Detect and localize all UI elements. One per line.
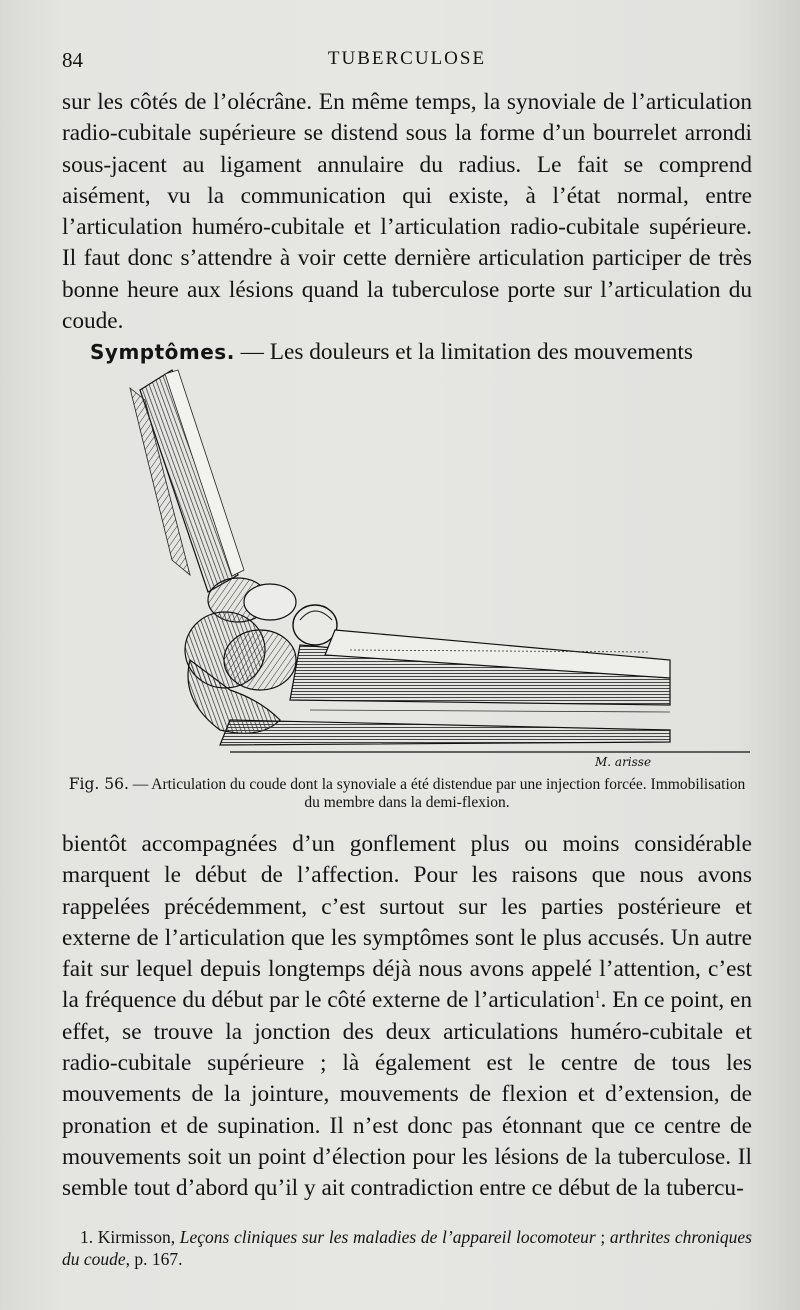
figure-caption-text: — Articulation du coude dont la synoviale a été distendue par une injection forcée. Immobilisation du membre dans la demi-flexion. xyxy=(128,776,746,811)
paragraph-part-2: . En ce point, en effet, se trouve la jonction des deux articulations huméro-cubitale et radio-cubitale supérieure ; là également est le centre de tous les mouvements de la jointure, mouvements de flexion et d’extension, de pronation et de supination. Il n’est donc pas étonnant que ce centre de mouvements soit un point d’élection pour les lésions de la tuberculose. Il semble tout d’abord qu’il y ait contradiction entre ce début de la tubercu- xyxy=(62,987,753,1202)
running-title: TUBERCULOSE xyxy=(327,48,487,69)
symptomes-dash: — xyxy=(234,339,270,366)
figure-caption xyxy=(62,775,752,812)
paragraph-debut-affection xyxy=(62,829,752,1205)
footnote-author: Kirmisson, xyxy=(93,1227,180,1247)
forearm-lower-edge xyxy=(220,720,670,745)
symptomes-text-start: Les douleurs et la limitation des mouvements xyxy=(269,339,693,366)
paragraph-part-1: bientôt accompagnées d’un gonflement plus ou moins considérable marquent le début de l’affection. Pour les raisons que nous avons rappelées précédemment, c’est surtout sur les parties postérieure et externe de l’articulation que les symptômes sont le plus accusés. Un autre fait sur lequel depuis longtemps déjà nous avons appelé l’attention, c’est la fréquence du début par le côté externe de l’articulation xyxy=(62,831,752,1014)
symptomes-heading: Symptômes. xyxy=(90,340,235,365)
footnote-page: , p. 167. xyxy=(125,1249,183,1269)
footnote xyxy=(62,1226,752,1270)
footnote-reference[interactable]: 1 xyxy=(594,987,601,1002)
page-header xyxy=(62,44,752,74)
figure-label: Fig. 56. xyxy=(68,775,129,793)
elbow-engraving xyxy=(110,360,760,770)
page-number: 84 xyxy=(62,48,83,72)
engraver-signature: M. arisse xyxy=(595,755,652,769)
footnote-separator: ; xyxy=(595,1227,610,1247)
footnote-book-title: Leçons cliniques sur les maladies de l’appareil locomoteur xyxy=(179,1227,596,1247)
top-text-block xyxy=(62,87,752,369)
paragraph-olecrane: sur les côtés de l’olécrâne. En même temps, la synoviale de l’articulation radio-cubitale supérieure se distend sous la forme d’un bourrelet arrondi sous-jacent au ligament annulaire du radius. Le fait se comprend aisément, vu la communication qui existe, à l’état normal, entre l’articulation huméro-cubitale et l’articulation radio-cubitale supérieure. Il faut donc s’attendre à voir cette dernière articulation participer de très bonne heure aux lésions quand la tuberculose porte sur l’articulation du coude. xyxy=(62,89,752,335)
footnote-number: 1. xyxy=(80,1227,94,1247)
footnote-article: arthrites chroniques du coude xyxy=(62,1227,752,1269)
elbow-illustration xyxy=(110,360,760,770)
bottom-text-block xyxy=(62,829,752,1205)
